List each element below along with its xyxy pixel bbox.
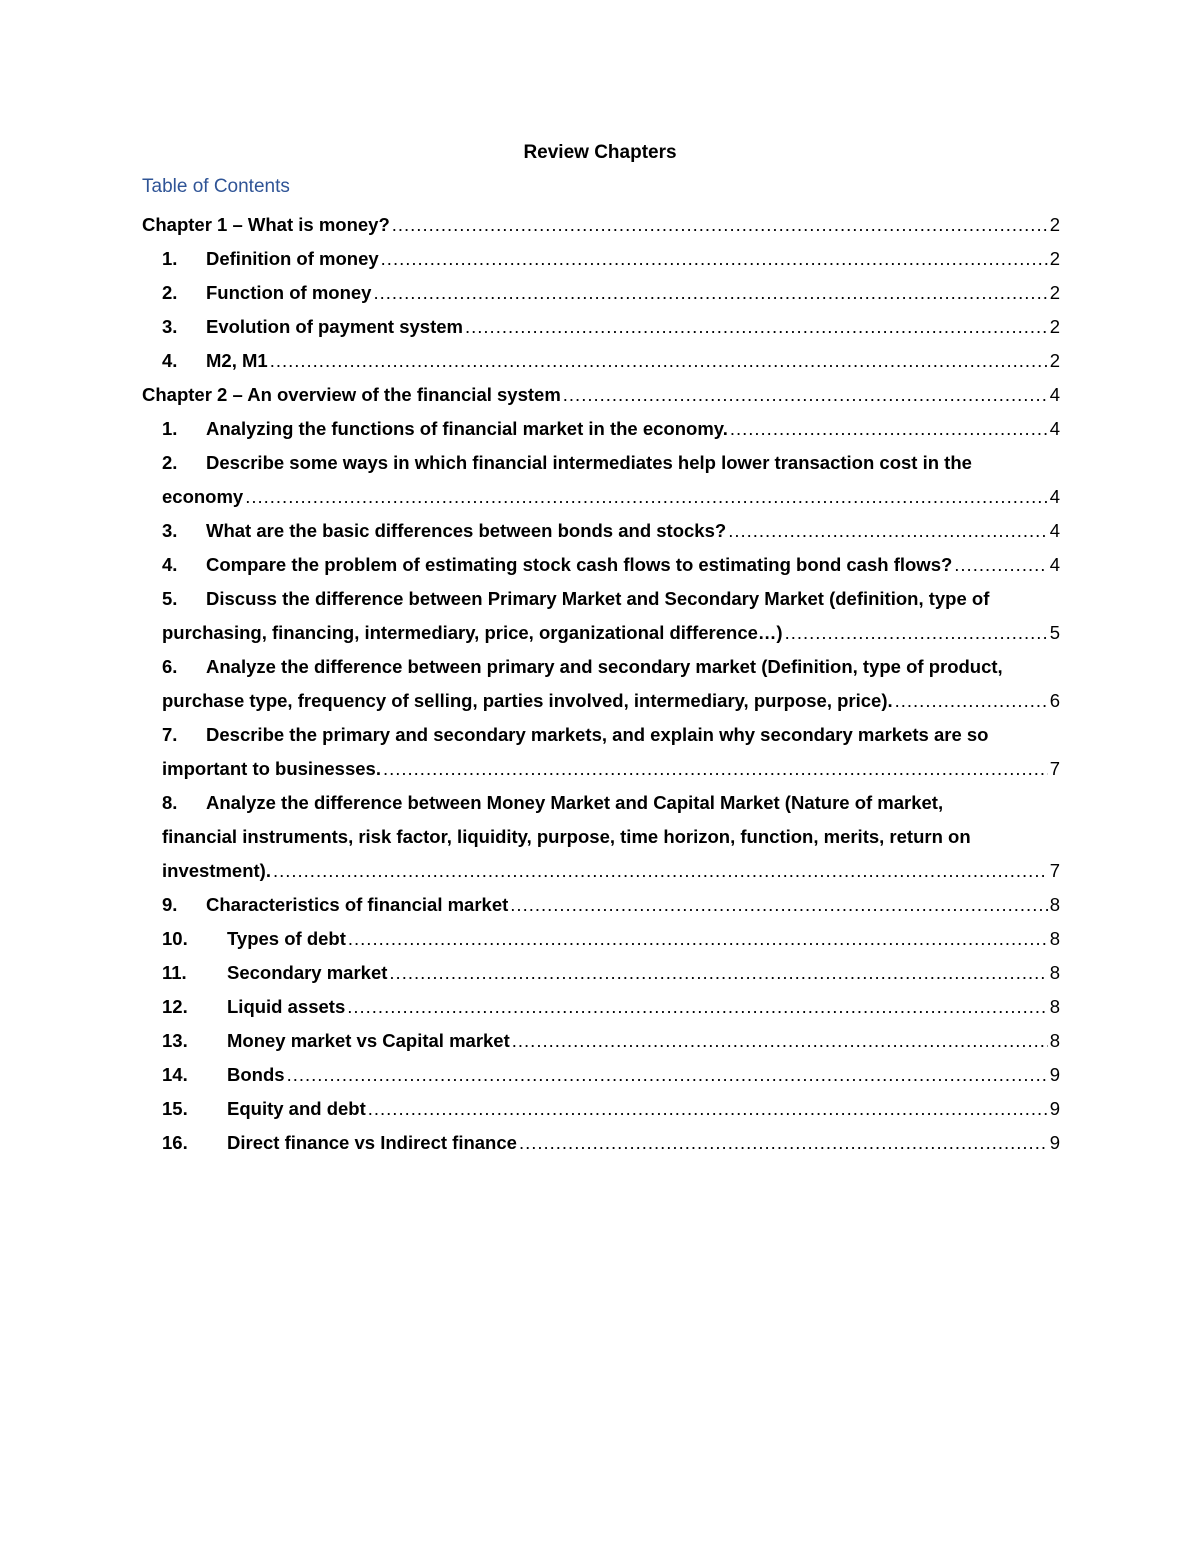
dot-leader [287,1058,1048,1092]
toc-page-number: 9 [1049,1132,1060,1153]
dot-leader [373,276,1047,310]
dot-leader [954,548,1047,582]
toc-entry-2-2[interactable] [142,446,1060,514]
toc-entry-2-14[interactable] [142,1058,1060,1092]
dot-leader [245,480,1047,514]
dot-leader [389,956,1047,990]
toc-entry-text: Equity and debt [227,1098,366,1119]
toc-page-number: 8 [1049,996,1060,1017]
dot-leader [728,514,1048,548]
toc-entry-text-line1: Describe the primary and secondary markets, and explain why secondary markets are so [206,724,989,745]
toc-entry-number: 12. [162,996,188,1017]
toc-entry-number: 2. [162,452,178,473]
toc-entry-2-3[interactable] [142,514,1060,548]
toc-entry-2-16[interactable] [142,1126,1060,1160]
toc-entry-1-1[interactable] [142,242,1060,276]
toc-entry-1-3[interactable] [142,310,1060,344]
toc-entry-text-line2: financial instruments, risk factor, liquidity, purpose, time horizon, function, merits, return on [162,826,971,847]
toc-entry-1-4[interactable] [142,344,1060,378]
toc-page-number: 9 [1049,1064,1060,1085]
toc-entry-chapter-1[interactable] [142,208,1060,242]
toc-entry-text: Chapter 2 – An overview of the financial system [142,384,561,405]
toc-entry-text-line1: Discuss the difference between Primary Market and Secondary Market (definition, type of [206,588,990,609]
toc-entry-number: 2. [162,282,178,303]
toc-entry-text: Money market vs Capital market [227,1030,510,1051]
toc-entry-number: 10. [162,928,188,949]
dot-leader [510,888,1047,922]
toc-entry-chapter-2[interactable] [142,378,1060,412]
toc-entry-number: 16. [162,1132,188,1153]
toc-entry-number: 9. [162,894,178,915]
toc-entry-number: 5. [162,588,178,609]
toc-entry-text: Analyzing the functions of financial market in the economy. [206,418,728,439]
toc-entry-text: Bonds [227,1064,285,1085]
toc-entry-2-6[interactable] [142,650,1060,718]
dot-leader [383,752,1048,786]
dot-leader [368,1092,1048,1126]
toc-page-number: 5 [1049,622,1060,643]
toc-entry-number: 7. [162,724,178,745]
toc-page-number: 7 [1049,758,1060,779]
toc-page-number: 2 [1049,350,1060,371]
toc-entry-text: Evolution of payment system [206,316,463,337]
toc-entry-text-line2: purchase type, frequency of selling, parties involved, intermediary, purpose, price). [162,690,893,711]
toc-page-number: 8 [1049,928,1060,949]
dot-leader [381,242,1048,276]
toc-entry-text: Types of debt [227,928,346,949]
toc-entry-number: 8. [162,792,178,813]
toc-entry-text-line2: purchasing, financing, intermediary, price, organizational difference…) [162,622,783,643]
toc-page-number: 2 [1049,316,1060,337]
toc-entry-2-9[interactable] [142,888,1060,922]
toc-entry-2-13[interactable] [142,1024,1060,1058]
toc-entry-2-4[interactable] [142,548,1060,582]
toc-page-number: 8 [1049,1030,1060,1051]
toc-page-number: 6 [1049,690,1060,711]
toc-entry-text-line1: Analyze the difference between Money Market and Capital Market (Nature of market, [206,792,944,813]
toc-page-number: 4 [1049,418,1060,439]
toc-entry-number: 14. [162,1064,188,1085]
dot-leader [730,412,1048,446]
toc-entry-text: Secondary market [227,962,388,983]
toc-entry-text: Definition of money [206,248,379,269]
toc-page-number: 7 [1049,860,1060,881]
toc-page-number: 4 [1049,486,1060,507]
toc-entry-2-11[interactable] [142,956,1060,990]
toc-entry-text: Direct finance vs Indirect finance [227,1132,517,1153]
toc-page-number: 4 [1049,520,1060,541]
toc-entry-2-10[interactable] [142,922,1060,956]
toc-entry-1-2[interactable] [142,276,1060,310]
document-title: Review Chapters [523,142,677,163]
toc-entry-text: Function of money [206,282,372,303]
dot-leader [347,990,1047,1024]
toc-entry-text-line1: Describe some ways in which financial intermediates help lower transaction cost in the [206,452,972,473]
toc-page-number: 2 [1049,282,1060,303]
toc-entry-number: 4. [162,350,178,371]
toc-entry-number: 4. [162,554,178,575]
toc-entry-text-line2: important to businesses. [162,758,381,779]
toc-entry-number: 15. [162,1098,188,1119]
toc-entry-text-line1: Analyze the difference between primary and secondary market (Definition, type of product, [206,656,1003,677]
toc-page-number: 9 [1049,1098,1060,1119]
toc-entry-number: 1. [162,418,178,439]
dot-leader [895,684,1048,718]
dot-leader [348,922,1048,956]
toc-page-number: 2 [1049,214,1060,235]
toc-entry-2-5[interactable] [142,582,1060,650]
toc-heading: Table of Contents [142,176,290,197]
toc-entry-2-15[interactable] [142,1092,1060,1126]
toc-entry-number: 11. [162,962,187,983]
toc-entry-number: 6. [162,656,178,677]
toc-entry-text: Liquid assets [227,996,346,1017]
toc-page-number: 8 [1049,894,1060,915]
toc-entry-text: Chapter 1 – What is money? [142,214,390,235]
dot-leader [270,344,1048,378]
toc-entry-text-line3: investment). [162,860,271,881]
toc-entry-text: Compare the problem of estimating stock cash flows to estimating bond cash flows? [206,554,953,575]
toc-page-number: 4 [1049,384,1060,405]
toc-entry-text: M2, M1 [206,350,268,371]
toc-entry-text-line2: economy [162,486,244,507]
toc-entry-number: 3. [162,520,178,541]
toc-entry-2-12[interactable] [142,990,1060,1024]
toc-page-number: 4 [1049,554,1060,575]
dot-leader [785,616,1048,650]
toc-entry-text: Characteristics of financial market [206,894,509,915]
toc-entry-2-7[interactable] [142,718,1060,786]
toc-entry-2-1[interactable] [142,412,1060,446]
toc-entry-text: What are the basic differences between bonds and stocks? [206,520,727,541]
dot-leader [273,854,1048,888]
toc-page-number: 2 [1049,248,1060,269]
dot-leader [512,1024,1048,1058]
table-of-contents [142,208,1060,1160]
dot-leader [519,1126,1048,1160]
dot-leader [392,208,1048,242]
dot-leader [563,378,1048,412]
toc-entry-number: 1. [162,248,178,269]
toc-entry-number: 3. [162,316,178,337]
toc-page-number: 8 [1049,962,1060,983]
toc-entry-number: 13. [162,1030,188,1051]
toc-entry-2-8[interactable] [142,786,1060,888]
dot-leader [465,310,1048,344]
